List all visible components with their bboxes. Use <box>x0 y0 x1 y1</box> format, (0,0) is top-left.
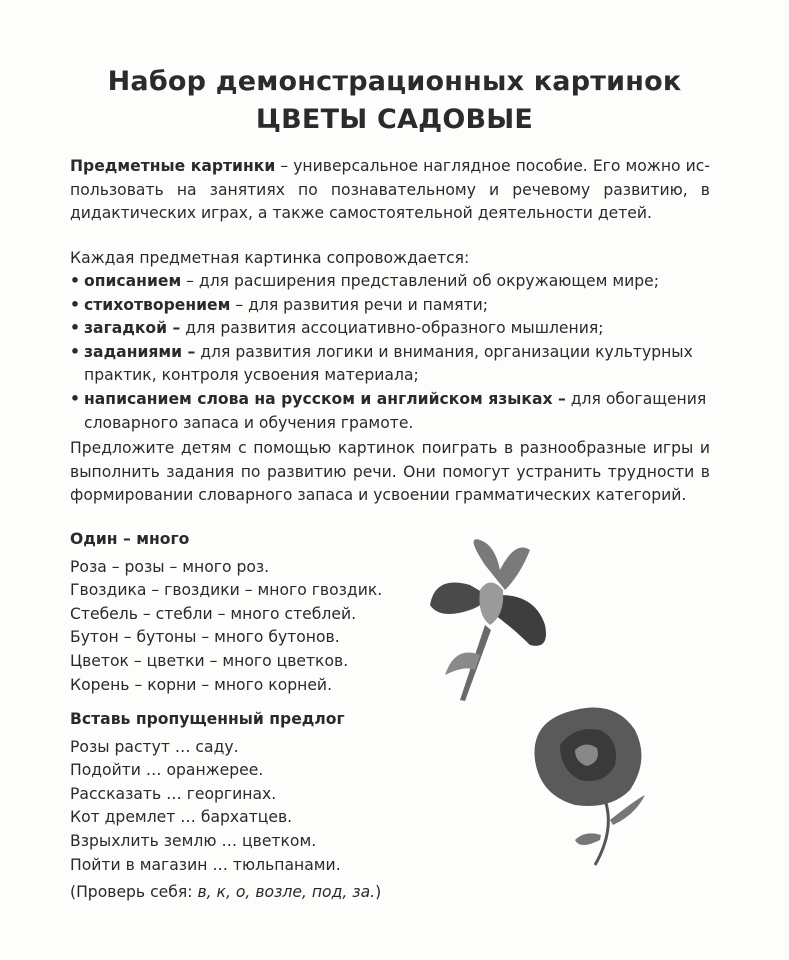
preposition-line: Розы растут … саду. <box>70 737 239 756</box>
accompany-text: Каждая предметная картинка сопровождается: <box>70 249 470 267</box>
check-prefix: (Проверь себя: <box>70 883 198 902</box>
check-answers <box>70 881 381 905</box>
bullet-item <box>70 270 710 294</box>
preposition-line: Кот дремлет … бархатцев. <box>70 808 293 827</box>
title-line-1: Набор демонстрационных картинок <box>107 66 682 97</box>
preposition-line: Рассказать … георгинах. <box>70 784 277 803</box>
title-line-2: ЦВЕТЫ САДОВЫЕ <box>255 104 534 135</box>
one-many-line: Стебель – стебли – много стеблей. <box>70 604 357 623</box>
bullet-item <box>70 388 710 435</box>
bullet-bold: заданиями – <box>84 342 196 361</box>
one-many-line: Цветок – цветки – много цветков. <box>70 651 349 670</box>
one-many-heading: Один – много <box>70 530 190 548</box>
iris-flower-image <box>425 535 565 705</box>
intro-rest: – универсальное наглядное пособие. Его можно использовать на занятиях по познавательному и речевому развитию, в дидактических играх, а также самостоятельной деятельности детей. <box>70 157 711 223</box>
intro-paragraph <box>70 155 710 226</box>
one-many-line: Гвоздика – гвоздики – много гвоздик. <box>70 581 383 600</box>
bullet-item <box>70 341 710 388</box>
bullet-bold: стихотворением <box>84 295 231 314</box>
one-many-line: Корень – корни – много корней. <box>70 675 333 694</box>
suggest-paragraph: Предложите детям с помощью картинок поиграть в разнообразные игры и выполнить задания по развитию речи. Они помогут устранить трудности в формировании словарного запаса и усвоении грамматических категорий. <box>70 439 710 505</box>
bullet-text: для развития логики и внимания, организации культурных практик, контроля усвоения материала; <box>84 342 693 385</box>
check-answers-italic: в, к, о, возле, под, за. <box>197 883 376 902</box>
bullet-item <box>70 317 710 341</box>
preposition-line: Взрыхлить землю … цветком. <box>70 831 317 850</box>
preposition-heading: Вставь пропущенный предлог <box>70 710 345 728</box>
bullet-list <box>70 270 710 435</box>
one-many-line: Бутон – бутоны – много бутонов. <box>70 628 340 647</box>
bullet-bold: описанием <box>84 272 182 290</box>
bullet-text: для обогащения словарного запаса и обучения грамоте. <box>84 389 707 432</box>
bullet-text: для развития ассоциативно-образного мышления; <box>180 319 604 338</box>
one-many-line: Роза – розы – много роз. <box>70 557 270 576</box>
preposition-line: Подойти … оранжерее. <box>70 761 264 780</box>
bullet-item <box>70 294 710 318</box>
preposition-line: Пойти в магазин … тюльпанами. <box>70 855 341 874</box>
rose-flower-image <box>515 700 685 870</box>
check-suffix: ) <box>375 883 382 902</box>
intro-bold: Предметные картинки <box>70 157 276 175</box>
bullet-bold: написанием слова на русском и английском языках – <box>84 389 566 408</box>
bullet-bold: загадкой – <box>84 319 181 338</box>
one-many-section <box>70 528 382 697</box>
preposition-section <box>70 708 381 905</box>
bullet-text: – для расширения представлений об окружающем мире; <box>181 272 660 290</box>
bullet-text: – для развития речи и памяти; <box>230 295 489 314</box>
